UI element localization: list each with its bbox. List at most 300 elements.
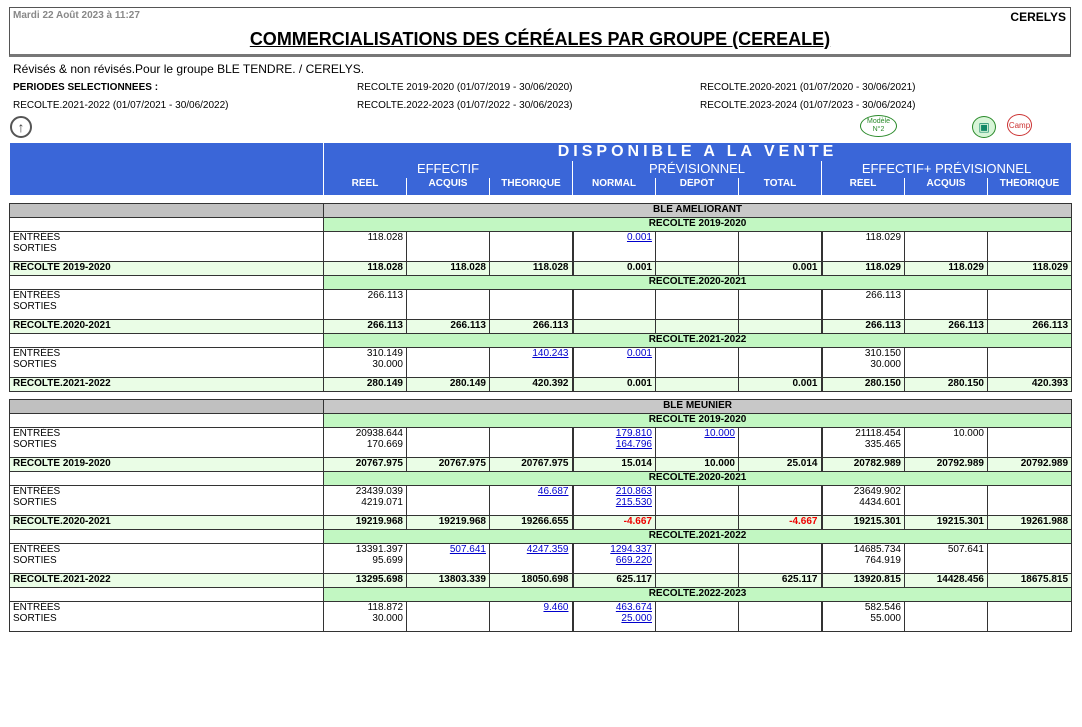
entrees-value xyxy=(991,486,1068,497)
movement-row xyxy=(10,232,1072,262)
group-name: BLE AMELIORANT xyxy=(324,204,1072,218)
value-cell xyxy=(573,602,656,632)
value-cell xyxy=(407,290,490,320)
sorties-value xyxy=(410,243,486,254)
sorties-label: SORTIES xyxy=(13,613,57,624)
sorties-value xyxy=(493,359,569,370)
arrow-up-icon[interactable]: ↑ xyxy=(10,116,32,138)
total-value: 266.113 xyxy=(407,320,490,334)
col-theorique-2: THÉORIQUE xyxy=(988,178,1072,196)
entrees-value xyxy=(991,544,1068,555)
total-value: 20792.989 xyxy=(905,458,988,472)
movement-row xyxy=(10,290,1072,320)
value-cell xyxy=(573,348,656,378)
value-cell xyxy=(324,348,407,378)
total-value xyxy=(573,320,656,334)
sorties-value[interactable]: 25.000 xyxy=(621,613,652,624)
sorties-value xyxy=(410,497,486,508)
entrees-value: 266.113 xyxy=(865,290,901,301)
group-row xyxy=(10,204,1072,218)
sorties-value xyxy=(327,243,403,254)
value-cell xyxy=(573,290,656,320)
entrees-value xyxy=(659,290,735,301)
value-cell xyxy=(739,602,822,632)
sorties-value[interactable]: 215.530 xyxy=(615,497,652,508)
value-cell xyxy=(822,290,905,320)
total-value: 0.001 xyxy=(573,262,656,276)
sorties-value xyxy=(991,555,1068,566)
entrees-value xyxy=(991,290,1068,301)
sorties-value xyxy=(908,613,984,624)
total-value: 18050.698 xyxy=(490,574,573,588)
col-depot: DÉPÔT xyxy=(656,178,739,196)
entrees-value xyxy=(908,486,984,497)
value-cell xyxy=(324,544,407,574)
harvest-name: RECOLTE.2021-2022 xyxy=(324,334,1072,348)
value-cell xyxy=(490,428,573,458)
entrees-value[interactable]: 10.000 xyxy=(704,428,735,439)
period-2020: RECOLTE.2020-2021 (01/07/2020 - 30/06/2021) xyxy=(700,82,916,93)
entrees-value: 21118.454 xyxy=(855,428,901,439)
harvest-name: RECOLTE 2019-2020 xyxy=(324,414,1072,428)
total-label: RECOLTE 2019-2020 xyxy=(10,458,324,472)
harvest-row xyxy=(10,588,1072,602)
sorties-value xyxy=(577,243,653,254)
entrees-value xyxy=(908,602,984,613)
sorties-value xyxy=(991,439,1068,450)
entrees-value xyxy=(742,232,818,243)
sorties-value xyxy=(493,613,569,624)
total-value: 15.014 xyxy=(573,458,656,472)
header-blank xyxy=(10,143,324,196)
entrees-value[interactable]: 179.810 xyxy=(615,428,652,439)
total-value: 13295.698 xyxy=(324,574,407,588)
sorties-value xyxy=(991,497,1068,508)
total-value: 13803.339 xyxy=(407,574,490,588)
total-value: 266.113 xyxy=(490,320,573,334)
entrees-value: 118.872 xyxy=(367,602,403,613)
value-cell xyxy=(656,290,739,320)
sorties-value: 30.000 xyxy=(372,359,403,370)
movement-row xyxy=(10,428,1072,458)
sorties-value xyxy=(659,439,735,450)
entrees-value xyxy=(410,486,486,497)
total-label: RECOLTE.2020-2021 xyxy=(10,320,324,334)
entrees-value xyxy=(659,544,735,555)
entrees-value: 118.028 xyxy=(367,232,403,243)
entrees-value: 310.150 xyxy=(864,348,901,359)
sorties-label: SORTIES xyxy=(13,555,57,566)
total-value: 0.001 xyxy=(739,378,822,392)
sorties-value: 335.465 xyxy=(864,439,901,450)
sorties-value xyxy=(577,359,653,370)
total-row xyxy=(10,262,1072,276)
total-value: 19261.988 xyxy=(988,516,1072,530)
total-value: 19266.655 xyxy=(490,516,573,530)
value-cell xyxy=(324,428,407,458)
sorties-value xyxy=(742,243,818,254)
value-cell xyxy=(324,602,407,632)
total-value: 420.393 xyxy=(988,378,1072,392)
sorties-value xyxy=(908,301,984,312)
entrees-value: 118.029 xyxy=(865,232,901,243)
group-spacer xyxy=(10,400,324,414)
entrees-value: 23439.039 xyxy=(355,486,403,497)
entrees-value: 14685.734 xyxy=(853,544,901,555)
total-value: 625.117 xyxy=(739,574,822,588)
entrees-value[interactable]: 463.674 xyxy=(615,602,652,613)
total-row xyxy=(10,320,1072,334)
entrees-value xyxy=(908,290,984,301)
entrees-value: 310.149 xyxy=(366,348,403,359)
movement-labels xyxy=(10,348,324,378)
entrees-value[interactable]: 507.641 xyxy=(449,544,486,555)
campaign-label: Camp xyxy=(1008,120,1031,130)
total-value: 20767.975 xyxy=(490,458,573,472)
sorties-value xyxy=(327,301,403,312)
movement-row xyxy=(10,544,1072,574)
sorties-value xyxy=(659,497,735,508)
sorties-value xyxy=(908,243,984,254)
entrees-value[interactable]: 1294.337 xyxy=(610,544,652,555)
total-value: 280.150 xyxy=(822,378,905,392)
harvest-row xyxy=(10,414,1072,428)
sorties-value xyxy=(991,613,1068,624)
value-cell xyxy=(739,290,822,320)
value-cell xyxy=(573,544,656,574)
value-cell xyxy=(656,486,739,516)
sorties-value[interactable]: 669.220 xyxy=(615,555,652,566)
sorties-value xyxy=(991,243,1068,254)
total-value xyxy=(656,378,739,392)
company-name: CERELYS xyxy=(1010,10,1066,24)
entrees-value: 10.000 xyxy=(953,428,984,439)
sorties-value xyxy=(493,301,569,312)
sorties-value xyxy=(742,439,818,450)
total-value: 266.113 xyxy=(822,320,905,334)
sorties-value xyxy=(742,301,818,312)
harvest-name: RECOLTE 2019-2020 xyxy=(324,218,1072,232)
group-name: BLE MEUNIER xyxy=(324,400,1072,414)
entrees-label: ENTRÉES xyxy=(13,602,61,613)
value-cell xyxy=(822,544,905,574)
sorties-label: SORTIES xyxy=(13,301,57,312)
period-2019: RECOLTE 2019-2020 (01/07/2019 - 30/06/2020) xyxy=(357,82,573,93)
total-value: 118.028 xyxy=(407,262,490,276)
total-row xyxy=(10,516,1072,530)
group-row xyxy=(10,400,1072,414)
sorties-value xyxy=(991,359,1068,370)
campaign-icon[interactable] xyxy=(1007,114,1032,136)
value-cell xyxy=(905,232,988,262)
value-cell xyxy=(490,486,573,516)
movement-row xyxy=(10,602,1072,632)
value-cell xyxy=(988,544,1072,574)
value-cell xyxy=(988,602,1072,632)
sorties-value[interactable]: 164.796 xyxy=(615,439,652,450)
sorties-value: 4434.601 xyxy=(859,497,901,508)
report-subtitle: Révisés & non révisés.Pour le groupe BLE TENDRE. / CERELYS. xyxy=(13,62,365,76)
movement-labels xyxy=(10,544,324,574)
sorties-label: SORTIES xyxy=(13,497,57,508)
value-cell xyxy=(490,232,573,262)
sorties-value xyxy=(577,301,653,312)
entrees-value xyxy=(742,290,818,301)
printer-icon[interactable]: ▣ xyxy=(972,116,996,138)
sorties-value xyxy=(659,555,735,566)
total-row xyxy=(10,458,1072,472)
value-cell xyxy=(573,428,656,458)
total-value: 20792.989 xyxy=(988,458,1072,472)
total-value xyxy=(739,320,822,334)
table-header xyxy=(9,142,1072,196)
sorties-value xyxy=(659,301,735,312)
entrees-value xyxy=(493,232,569,243)
value-cell xyxy=(324,232,407,262)
separator-cell xyxy=(10,392,1072,400)
value-cell xyxy=(407,602,490,632)
value-cell xyxy=(656,348,739,378)
value-cell xyxy=(739,232,822,262)
total-label: RECOLTE.2021-2022 xyxy=(10,378,324,392)
total-value: 19215.301 xyxy=(905,516,988,530)
harvest-row xyxy=(10,530,1072,544)
movement-row xyxy=(10,348,1072,378)
total-value: 19215.301 xyxy=(822,516,905,530)
harvest-name: RECOLTE.2021-2022 xyxy=(324,530,1072,544)
entrees-value xyxy=(659,602,735,613)
total-value xyxy=(656,320,739,334)
total-label: RECOLTE.2021-2022 xyxy=(10,574,324,588)
report-date: Mardi 22 Août 2023 à 11:27 xyxy=(13,10,140,21)
value-cell xyxy=(739,428,822,458)
entrees-value[interactable]: 46.687 xyxy=(537,486,569,497)
entrees-value xyxy=(742,602,818,613)
total-row xyxy=(10,378,1072,392)
movement-labels xyxy=(10,602,324,632)
sorties-value xyxy=(908,439,984,450)
entrees-value[interactable]: 9.460 xyxy=(543,602,569,613)
report-title: COMMERCIALISATIONS DES CÉRÉALES PAR GROUPE (CEREALE) xyxy=(249,29,831,49)
sorties-value xyxy=(659,359,735,370)
value-cell xyxy=(905,486,988,516)
total-value: 266.113 xyxy=(324,320,407,334)
sorties-value xyxy=(410,301,486,312)
harvest-row xyxy=(10,334,1072,348)
value-cell xyxy=(905,348,988,378)
sorties-value xyxy=(659,613,735,624)
sorties-value: 170.669 xyxy=(366,439,403,450)
entrees-value xyxy=(410,290,486,301)
period-2021: RECOLTE.2021-2022 (01/07/2021 - 30/06/2022) xyxy=(13,100,229,111)
entrees-value xyxy=(991,348,1068,359)
entrees-value: 13391.397 xyxy=(355,544,403,555)
sorties-value xyxy=(991,301,1068,312)
sorties-value xyxy=(410,359,486,370)
col-acquis-2: ACQUIS xyxy=(905,178,988,196)
total-value: 0.001 xyxy=(573,378,656,392)
value-cell xyxy=(905,290,988,320)
total-value: 25.014 xyxy=(739,458,822,472)
entrees-value: 20938.644 xyxy=(355,428,403,439)
total-value: 118.029 xyxy=(905,262,988,276)
total-value: 280.149 xyxy=(324,378,407,392)
entrees-value xyxy=(410,348,486,359)
value-cell xyxy=(656,544,739,574)
sorties-value xyxy=(908,555,984,566)
header-effprev: EFFECTIF+ PRÉVISIONNEL xyxy=(822,161,1072,178)
total-value: 280.150 xyxy=(905,378,988,392)
entrees-value xyxy=(742,348,818,359)
harvest-row xyxy=(10,218,1072,232)
total-value: 10.000 xyxy=(656,458,739,472)
total-value: 14428.456 xyxy=(905,574,988,588)
header-effectif: EFFECTIF xyxy=(324,161,573,178)
col-acquis: ACQUIS xyxy=(407,178,490,196)
harvest-spacer xyxy=(10,218,324,232)
total-value: 20767.975 xyxy=(324,458,407,472)
col-reel: RÉEL xyxy=(324,178,407,196)
value-cell xyxy=(905,544,988,574)
total-value: 118.028 xyxy=(490,262,573,276)
value-cell xyxy=(407,486,490,516)
entrees-value[interactable]: 210.863 xyxy=(615,486,652,497)
entrees-label: ENTRÉES xyxy=(13,348,61,359)
period-2022: RECOLTE.2022-2023 (01/07/2022 - 30/06/2023) xyxy=(357,100,573,111)
entrees-value xyxy=(991,232,1068,243)
sorties-value: 764.919 xyxy=(864,555,901,566)
entrees-label: ENTRÉES xyxy=(13,544,61,555)
total-label: RECOLTE 2019-2020 xyxy=(10,262,324,276)
value-cell xyxy=(988,290,1072,320)
value-cell xyxy=(573,486,656,516)
sorties-label: SORTIES xyxy=(13,359,57,370)
harvest-spacer xyxy=(10,334,324,348)
value-cell xyxy=(656,602,739,632)
sorties-value xyxy=(826,301,902,312)
value-cell xyxy=(739,348,822,378)
entrees-value xyxy=(493,290,569,301)
entrees-value xyxy=(991,602,1068,613)
col-reel-2: RÉEL xyxy=(822,178,905,196)
sorties-value xyxy=(410,613,486,624)
data-table xyxy=(9,203,1072,632)
col-total: TOTAL xyxy=(739,178,822,196)
entrees-label: ENTRÉES xyxy=(13,486,61,497)
header-main: DISPONIBLE A LA VENTE xyxy=(324,143,1072,162)
sorties-value: 30.000 xyxy=(372,613,403,624)
total-value: -4.667 xyxy=(573,516,656,530)
total-value: 266.113 xyxy=(988,320,1072,334)
total-value: 118.029 xyxy=(822,262,905,276)
sorties-value xyxy=(410,555,486,566)
value-cell xyxy=(988,486,1072,516)
entrees-value[interactable]: 0.001 xyxy=(626,232,652,243)
sorties-value: 4219.071 xyxy=(361,497,403,508)
total-value xyxy=(656,574,739,588)
harvest-row xyxy=(10,472,1072,486)
total-value: 266.113 xyxy=(905,320,988,334)
value-cell xyxy=(656,232,739,262)
entrees-value xyxy=(659,486,735,497)
value-cell xyxy=(490,544,573,574)
total-value: 280.149 xyxy=(407,378,490,392)
total-value: 420.392 xyxy=(490,378,573,392)
entrees-value xyxy=(908,348,984,359)
header-previsionnel: PRÉVISIONNEL xyxy=(573,161,822,178)
entrees-value[interactable]: 0.001 xyxy=(626,348,652,359)
harvest-row xyxy=(10,276,1072,290)
value-cell xyxy=(407,544,490,574)
entrees-value: 266.113 xyxy=(367,290,403,301)
total-value: 19219.968 xyxy=(407,516,490,530)
total-value: 0.001 xyxy=(739,262,822,276)
entrees-value: 507.641 xyxy=(947,544,984,555)
total-value: -4.667 xyxy=(739,516,822,530)
value-cell xyxy=(573,232,656,262)
total-label: RECOLTE.2020-2021 xyxy=(10,516,324,530)
model-icon[interactable] xyxy=(860,115,897,137)
value-cell xyxy=(822,348,905,378)
total-value: 20782.989 xyxy=(822,458,905,472)
sorties-value xyxy=(908,497,984,508)
periods-label: PERIODES SELECTIONNEES : xyxy=(13,82,159,93)
col-normal: NORMAL xyxy=(573,178,656,196)
harvest-spacer xyxy=(10,276,324,290)
movement-labels xyxy=(10,290,324,320)
value-cell xyxy=(656,428,739,458)
entrees-value[interactable]: 4247.359 xyxy=(526,544,569,555)
entrees-value[interactable]: 140.243 xyxy=(532,348,569,359)
harvest-name: RECOLTE.2022-2023 xyxy=(324,588,1072,602)
total-row xyxy=(10,574,1072,588)
total-value: 13920.815 xyxy=(822,574,905,588)
value-cell xyxy=(822,486,905,516)
entrees-value xyxy=(410,428,486,439)
value-cell xyxy=(490,348,573,378)
total-value: 18675.815 xyxy=(988,574,1072,588)
entrees-value: 582.546 xyxy=(864,602,901,613)
value-cell xyxy=(407,428,490,458)
sorties-value xyxy=(493,497,569,508)
value-cell xyxy=(739,486,822,516)
harvest-spacer xyxy=(10,414,324,428)
value-cell xyxy=(407,232,490,262)
value-cell xyxy=(739,544,822,574)
total-value xyxy=(656,262,739,276)
sorties-value xyxy=(493,439,569,450)
sorties-value xyxy=(493,555,569,566)
entrees-value xyxy=(742,544,818,555)
value-cell xyxy=(490,290,573,320)
entrees-value xyxy=(659,348,735,359)
entrees-value: 23649.902 xyxy=(853,486,901,497)
period-2023: RECOLTE.2023-2024 (01/07/2023 - 30/06/2024) xyxy=(700,100,916,111)
group-separator xyxy=(10,392,1072,400)
entrees-label: ENTRÉES xyxy=(13,232,61,243)
movement-labels xyxy=(10,428,324,458)
value-cell xyxy=(822,602,905,632)
entrees-label: ENTRÉES xyxy=(13,428,61,439)
movement-labels xyxy=(10,486,324,516)
sorties-value xyxy=(742,555,818,566)
model-label: Modèle N°2 xyxy=(867,118,890,133)
total-value xyxy=(656,516,739,530)
value-cell xyxy=(324,486,407,516)
sorties-value xyxy=(742,497,818,508)
sorties-label: SORTIES xyxy=(13,439,57,450)
entrees-value xyxy=(577,290,653,301)
